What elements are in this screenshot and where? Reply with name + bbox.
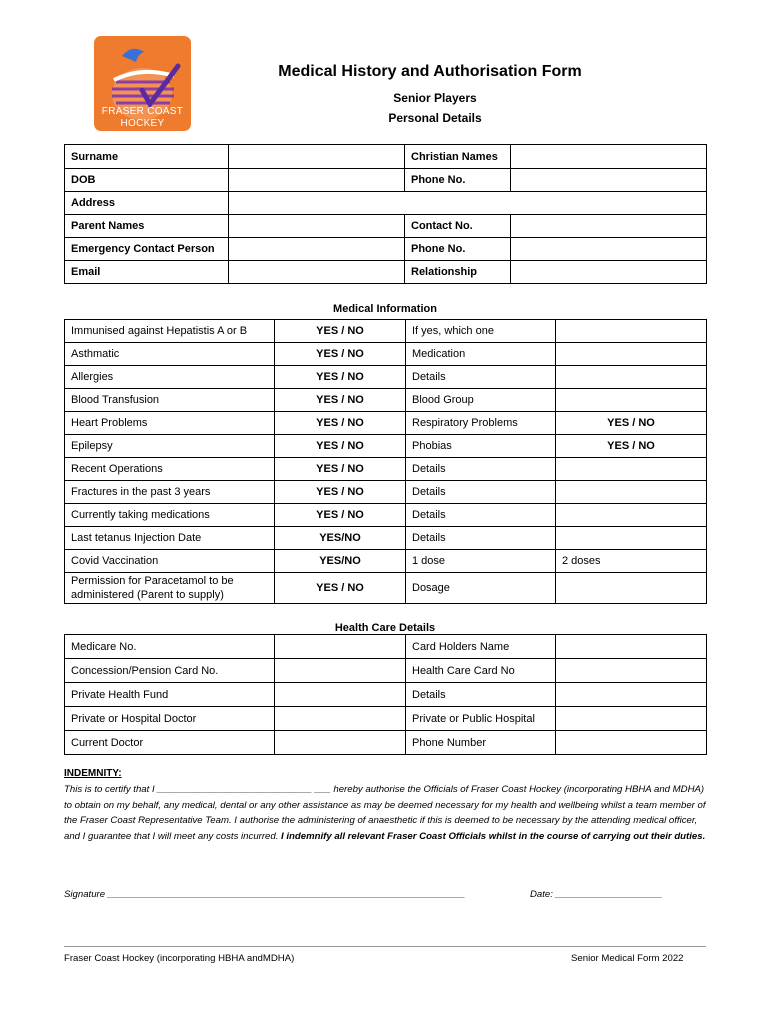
table-row <box>65 527 707 550</box>
table-row <box>65 192 707 215</box>
medical-condition-label: Currently taking medications <box>65 504 275 527</box>
yes-no-answer[interactable]: YES / NO <box>275 366 406 389</box>
address-field[interactable] <box>229 192 707 215</box>
phone-field[interactable] <box>511 169 707 192</box>
yes-no-answer[interactable]: YES/NO <box>275 550 406 573</box>
medical-extra-cell[interactable] <box>556 481 707 504</box>
yes-no-answer[interactable]: YES / NO <box>275 481 406 504</box>
christian-names-field[interactable] <box>511 145 707 169</box>
relationship-field[interactable] <box>511 261 707 284</box>
emergency-contact-label: Emergency Contact Person <box>65 238 229 261</box>
table-row <box>65 169 707 192</box>
health-field-right[interactable] <box>556 635 707 659</box>
health-care-table <box>64 634 707 755</box>
health-label-right: Card Holders Name <box>406 635 556 659</box>
table-row <box>65 366 707 389</box>
medical-condition-label: Allergies <box>65 366 275 389</box>
health-label: Private Health Fund <box>65 683 275 707</box>
health-care-title: Health Care Details <box>334 622 436 634</box>
health-field-right[interactable] <box>556 731 707 755</box>
medical-detail-label: Respiratory Problems <box>406 412 556 435</box>
medical-detail-label: Dosage <box>406 573 556 604</box>
table-row <box>65 481 707 504</box>
medical-condition-label: Epilepsy <box>65 435 275 458</box>
medical-extra-cell[interactable]: 2 doses <box>556 550 707 573</box>
logo-text-line2: HOCKEY <box>120 118 165 129</box>
logo-text-line1: FRASER COAST <box>101 106 184 117</box>
yes-no-answer[interactable]: YES / NO <box>275 320 406 343</box>
health-label-right: Private or Public Hospital <box>406 707 556 731</box>
medical-extra-cell[interactable] <box>556 458 707 481</box>
signature-line[interactable]: Signature ___________________________________________________________________ <box>64 889 466 900</box>
health-field[interactable] <box>275 659 406 683</box>
emergency-phone-label: Phone No. <box>405 238 511 261</box>
footer-form-name: Senior Medical Form 2022 <box>571 953 684 964</box>
medical-detail-label: Medication <box>406 343 556 366</box>
medical-detail-label: Details <box>406 481 556 504</box>
phone-label: Phone No. <box>405 169 511 192</box>
medical-information-table <box>64 319 707 604</box>
table-row <box>65 215 707 238</box>
medical-detail-label: Details <box>406 458 556 481</box>
medical-extra-cell[interactable] <box>556 573 707 604</box>
health-field[interactable] <box>275 731 406 755</box>
medical-condition-label: Heart Problems <box>65 412 275 435</box>
health-label: Medicare No. <box>65 635 275 659</box>
medical-condition-label: Recent Operations <box>65 458 275 481</box>
medical-detail-label: If yes, which one <box>406 320 556 343</box>
personal-details-table <box>64 144 707 284</box>
health-field-right[interactable] <box>556 707 707 731</box>
date-line[interactable]: Date: ____________________ <box>530 889 663 900</box>
table-row <box>65 238 707 261</box>
health-field-right[interactable] <box>556 659 707 683</box>
table-row <box>65 659 707 683</box>
medical-extra-cell[interactable]: YES / NO <box>556 412 707 435</box>
emergency-contact-field[interactable] <box>229 238 405 261</box>
form-subtitle-personal: Personal Details <box>388 111 482 125</box>
yes-no-answer[interactable]: YES/NO <box>275 527 406 550</box>
yes-no-answer[interactable]: YES / NO <box>275 412 406 435</box>
table-row <box>65 573 707 604</box>
health-field-right[interactable] <box>556 683 707 707</box>
yes-no-answer[interactable]: YES / NO <box>275 435 406 458</box>
parent-names-field[interactable] <box>229 215 405 238</box>
table-row <box>65 683 707 707</box>
indemnity-body: This is to certify that I _____________________________ ___ hereby authorise the Officials of Fraser Coast Hockey (incorporating HBHA and MDHA) to obtain on my behalf, any medical, dental or any other assistance as may be deemed necessary for my health and wellbeing whilst a team member of the Fraser Coast Representative Team. I authorise the administering of anaesthetic if this is deemed to be necessary by the attending medical officer, and I guarantee that I will meet any costs incurred. <box>64 784 706 842</box>
form-subtitle-senior: Senior Players <box>393 91 477 105</box>
dob-field[interactable] <box>229 169 405 192</box>
medical-extra-cell[interactable] <box>556 504 707 527</box>
surname-label: Surname <box>65 145 229 169</box>
medical-extra-cell[interactable] <box>556 320 707 343</box>
medical-information-title: Medical Information <box>333 303 437 315</box>
medical-extra-cell[interactable] <box>556 389 707 412</box>
table-row <box>65 731 707 755</box>
email-label: Email <box>65 261 229 284</box>
yes-no-answer[interactable]: YES / NO <box>275 389 406 412</box>
medical-condition-label: Last tetanus Injection Date <box>65 527 275 550</box>
address-label: Address <box>65 192 229 215</box>
health-label-right: Details <box>406 683 556 707</box>
medical-detail-label: Details <box>406 366 556 389</box>
footer-divider <box>64 946 706 947</box>
contact-no-label: Contact No. <box>405 215 511 238</box>
health-label: Private or Hospital Doctor <box>65 707 275 731</box>
medical-extra-cell[interactable]: YES / NO <box>556 435 707 458</box>
yes-no-answer[interactable]: YES / NO <box>275 458 406 481</box>
medical-detail-label: Phobias <box>406 435 556 458</box>
medical-condition-label: Asthmatic <box>65 343 275 366</box>
medical-condition-label: Fractures in the past 3 years <box>65 481 275 504</box>
health-label: Concession/Pension Card No. <box>65 659 275 683</box>
yes-no-answer[interactable]: YES / NO <box>275 504 406 527</box>
medical-detail-label: Details <box>406 504 556 527</box>
medical-condition-label: Permission for Paracetamol to be administered (Parent to supply) <box>65 573 275 604</box>
indemnity-text <box>64 782 714 844</box>
health-label-right: Health Care Card No <box>406 659 556 683</box>
christian-names-label: Christian Names <box>405 145 511 169</box>
table-row <box>65 145 707 169</box>
footer-organisation: Fraser Coast Hockey (incorporating HBHA andMDHA) <box>64 953 295 964</box>
table-row <box>65 320 707 343</box>
relationship-label: Relationship <box>405 261 511 284</box>
indemnity-bold-statement: I indemnify all relevant Fraser Coast Officials whilst in the course of carrying out their duties. <box>281 830 706 842</box>
medical-detail-label: Blood Group <box>406 389 556 412</box>
table-row <box>65 261 707 284</box>
medical-detail-label: 1 dose <box>406 550 556 573</box>
table-row <box>65 504 707 527</box>
yes-no-answer[interactable]: YES / NO <box>275 573 406 604</box>
table-row <box>65 550 707 573</box>
medical-extra-cell[interactable] <box>556 343 707 366</box>
table-row <box>65 435 707 458</box>
health-field[interactable] <box>275 635 406 659</box>
medical-detail-label: Details <box>406 527 556 550</box>
health-label: Current Doctor <box>65 731 275 755</box>
parent-names-label: Parent Names <box>65 215 229 238</box>
medical-condition-label: Immunised against Hepatistis A or B <box>65 320 275 343</box>
medical-condition-label: Blood Transfusion <box>65 389 275 412</box>
health-field[interactable] <box>275 707 406 731</box>
yes-no-answer[interactable]: YES / NO <box>275 343 406 366</box>
table-row <box>65 343 707 366</box>
email-field[interactable] <box>229 261 405 284</box>
emergency-phone-field[interactable] <box>511 238 707 261</box>
surname-field[interactable] <box>229 145 405 169</box>
medical-extra-cell[interactable] <box>556 366 707 389</box>
health-field[interactable] <box>275 683 406 707</box>
table-row <box>65 389 707 412</box>
table-row <box>65 458 707 481</box>
table-row <box>65 635 707 659</box>
medical-condition-label: Covid Vaccination <box>65 550 275 573</box>
table-row <box>65 412 707 435</box>
indemnity-title: INDEMNITY: <box>64 768 122 779</box>
health-label-right: Phone Number <box>406 731 556 755</box>
contact-no-field[interactable] <box>511 215 707 238</box>
table-row <box>65 707 707 731</box>
medical-extra-cell[interactable] <box>556 527 707 550</box>
dob-label: DOB <box>65 169 229 192</box>
form-title: Medical History and Authorisation Form <box>278 63 582 80</box>
